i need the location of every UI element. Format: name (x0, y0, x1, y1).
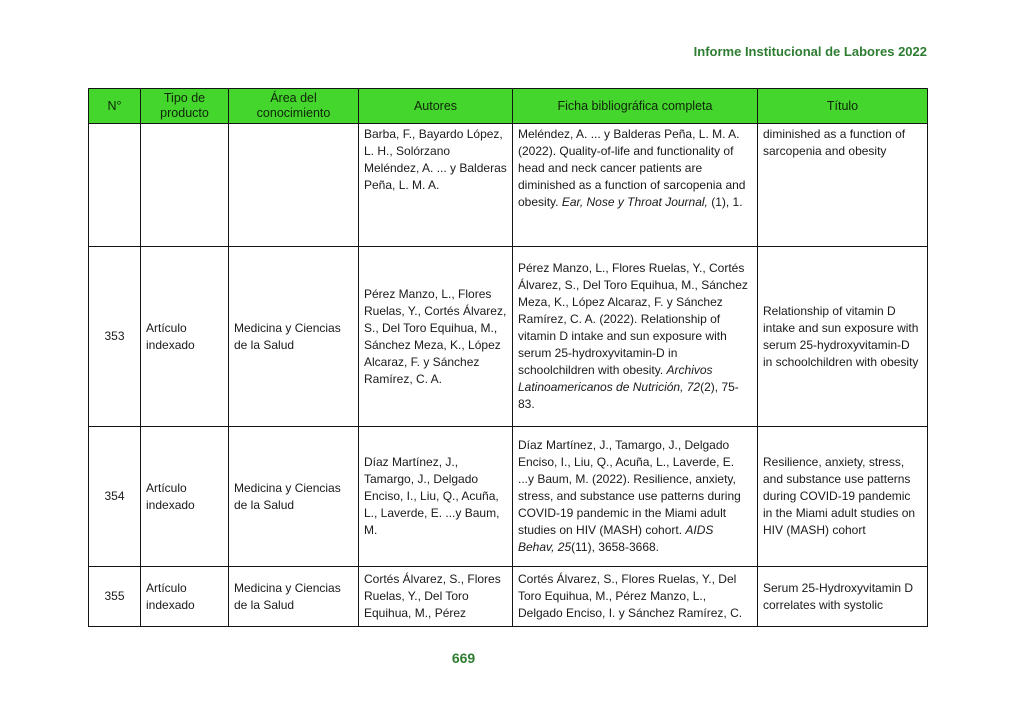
cell-titulo: Relationship of vitamin D intake and sun exposure with serum 25-hydroxyvitamin-D in schoolchildren with obesity (758, 247, 928, 427)
table-header-row (89, 89, 928, 124)
cell-autores: Pérez Manzo, L., Flores Ruelas, Y., Cortés Álvarez, S., Del Toro Equihua, M., Sánchez Meza, K., López Alcaraz, F. y Sánchez Ramírez, C. A. (359, 247, 513, 427)
cell-titulo: Serum 25-Hydroxyvitamin D correlates with systolic (758, 567, 928, 627)
table-row (89, 124, 928, 247)
col-header-area-conocimiento: Área del conocimiento (229, 89, 359, 124)
col-header-ficha-bibliografica: Ficha bibliográfica completa (513, 89, 758, 124)
ficha-journal-segment: Archivos Latinoamericanos de Nutrición, 72 (518, 363, 713, 394)
cell-titulo: diminished as a function of sarcopenia and obesity (758, 124, 928, 247)
ficha-journal-segment: Ear, Nose y Throat Journal, (561, 195, 708, 209)
table-row (89, 427, 928, 567)
col-header-numero: N° (89, 89, 141, 124)
cell-tipo-producto: Artículo indexado (141, 427, 229, 567)
table-body (89, 124, 928, 627)
cell-autores: Barba, F., Bayardo López, L. H., Solórzano Meléndez, A. ... y Balderas Peña, L. M. A. (359, 124, 513, 247)
cell-tipo-producto (141, 124, 229, 247)
ficha-text-segment: (11), 3658-3668. (571, 540, 659, 554)
table-row (89, 567, 928, 627)
cell-area-conocimiento: Medicina y Ciencias de la Salud (229, 567, 359, 627)
col-header-tipo-producto: Tipo de producto (141, 89, 229, 124)
cell-numero: 355 (89, 567, 141, 627)
cell-area-conocimiento: Medicina y Ciencias de la Salud (229, 247, 359, 427)
cell-area-conocimiento (229, 124, 359, 247)
ficha-text-segment: Pérez Manzo, L., Flores Ruelas, Y., Cortés Álvarez, S., Del Toro Equihua, M., Sánchez Meza, K., López Alcaraz, F. y Sánchez Ramírez, C. A. (2022). Relationship of vitamin D intake and sun exposure with serum 25-hydroxyvitamin-D in schoolchildren with obesity. (518, 261, 748, 377)
cell-ficha-bibliografica (513, 567, 758, 627)
cell-numero (89, 124, 141, 247)
publications-table (88, 88, 928, 627)
cell-titulo: Resilience, anxiety, stress, and substance use patterns during COVID-19 pandemic in the Miami adult studies on HIV (MASH) cohort (758, 427, 928, 567)
report-header-title: Informe Institucional de Labores 2022 (693, 44, 927, 59)
col-header-autores: Autores (359, 89, 513, 124)
cell-numero: 353 (89, 247, 141, 427)
table-row (89, 247, 928, 427)
cell-tipo-producto: Artículo indexado (141, 567, 229, 627)
cell-area-conocimiento: Medicina y Ciencias de la Salud (229, 427, 359, 567)
ficha-text-segment: (2), 75-83. (518, 380, 739, 411)
ficha-text-segment: (1), 1. (707, 195, 743, 209)
cell-ficha-bibliografica (513, 427, 758, 567)
ficha-text-segment: Meléndez, A. ... y Balderas Peña, L. M. A. (2022). Quality-of-life and functionality of head and neck cancer patients are diminished as a function of sarcopenia and obesity. (518, 127, 746, 209)
cell-ficha-bibliografica (513, 247, 758, 427)
page-number: 669 (451, 650, 476, 666)
cell-tipo-producto: Artículo indexado (141, 247, 229, 427)
cell-ficha-bibliografica (513, 124, 758, 247)
ficha-text-segment: Díaz Martínez, J., Tamargo, J., Delgado Enciso, I., Liu, Q., Acuña, L., Laverde, E. ...y Baum, M. (2022). Resilience, anxiety, stress, and substance use patterns during COVID-19 pandemic in the Miami adult studies on HIV (MASH) cohort. (518, 438, 741, 537)
ficha-text-segment: Cortés Álvarez, S., Flores Ruelas, Y., Del Toro Equihua, M., Pérez Manzo, L., Delgado Enciso, I. y Sánchez Ramírez, C. (518, 572, 743, 620)
cell-autores: Díaz Martínez, J., Tamargo, J., Delgado Enciso, I., Liu, Q., Acuña, L., Laverde, E. ...y Baum, M. (359, 427, 513, 567)
ficha-journal-segment: AIDS Behav, 25 (518, 523, 714, 554)
cell-autores: Cortés Álvarez, S., Flores Ruelas, Y., Del Toro Equihua, M., Pérez (359, 567, 513, 627)
col-header-titulo: Título (758, 89, 928, 124)
cell-numero: 354 (89, 427, 141, 567)
